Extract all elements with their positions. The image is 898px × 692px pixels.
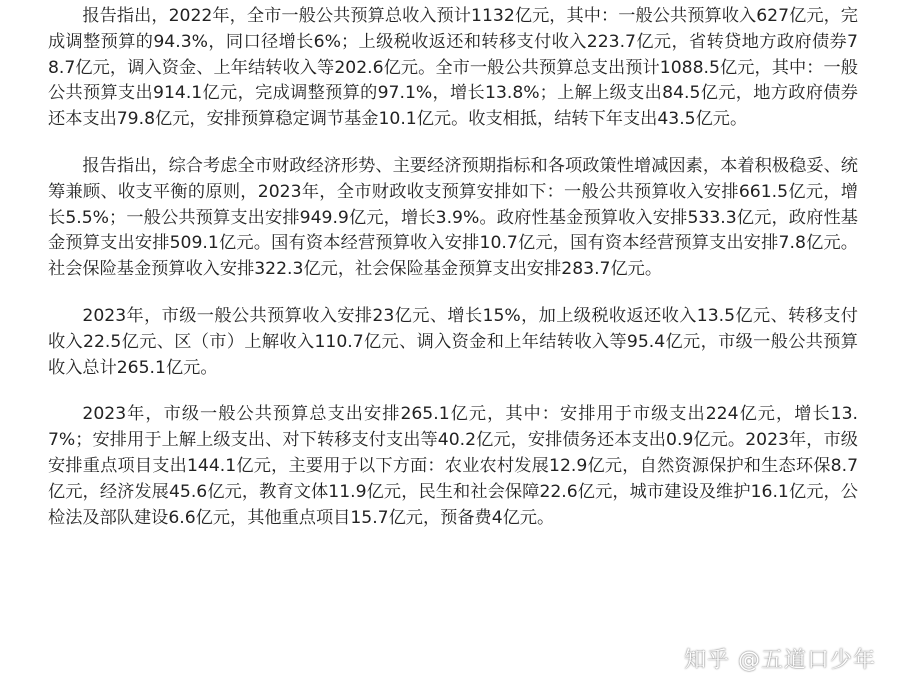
paragraph-2023-municipal-revenue: 2023年，市级一般公共预算收入安排23亿元、增长15%，加上级税收返还收入13.5亿元、转移支付收入22.5亿元、区（市）上解收入110.7亿元、调入资金和上年结转收入等95.4亿元，市级一般公共预算收入总计265.1亿元。 — [48, 305, 858, 378]
article-body — [48, 4, 858, 552]
paragraph-2023-city-budget: 报告指出，综合考虑全市财政经济形势、主要经济预期指标和各项政策性增减因素，本着积极稳妥、统筹兼顾、收支平衡的原则，2023年，全市财政收支预算安排如下：一般公共预算收入安排661.5亿元，增长5.5%；一般公共预算支出安排949.9亿元，增长3.9%。政府性基金预算收入安排533.3亿元，政府性基金预算支出安排509.1亿元。国有资本经营预算收入安排10.7亿元，国有资本经营预算支出安排7.8亿元。社会保险基金预算收入安排322.3亿元，社会保险基金预算支出安排283.7亿元。 — [48, 155, 858, 280]
paragraph-2022-budget: 报告指出，2022年，全市一般公共预算总收入预计1132亿元，其中：一般公共预算收入627亿元，完成调整预算的94.3%，同口径增长6%；上级税收返还和转移支付收入223.7亿元，省转贷地方政府债券78.7亿元，调入资金、上年结转收入等202.6亿元。全市一般公共预算总支出预计1088.5亿元，其中：一般公共预算支出914.1亿元，完成调整预算的97.1%，增长13.8%；上解上级支出84.5亿元，地方政府债券还本支出79.8亿元，安排预算稳定调节基金10.1亿元。收支相抵，结转下年支出43.5亿元。 — [48, 6, 858, 130]
zhihu-watermark: 知乎 @五道口少年 — [684, 648, 876, 673]
paragraph-2023-municipal-expenditure: 2023年，市级一般公共预算总支出安排265.1亿元，其中：安排用于市级支出224亿元，增长13.7%；安排用于上解上级支出、对下转移支付支出等40.2亿元，安排债务还本支出0.9亿元。2023年，市级安排重点项目支出144.1亿元，主要用于以下方面：农业农村发展12.9亿元，自然资源保护和生态环保8.7亿元，经济发展45.6亿元，教育文体11.9亿元，民生和社会保障22.6亿元，城市建设及维护16.1亿元，公检法及部队建设6.6亿元，其他重点项目15.7亿元，预备费4亿元。 — [48, 404, 858, 528]
